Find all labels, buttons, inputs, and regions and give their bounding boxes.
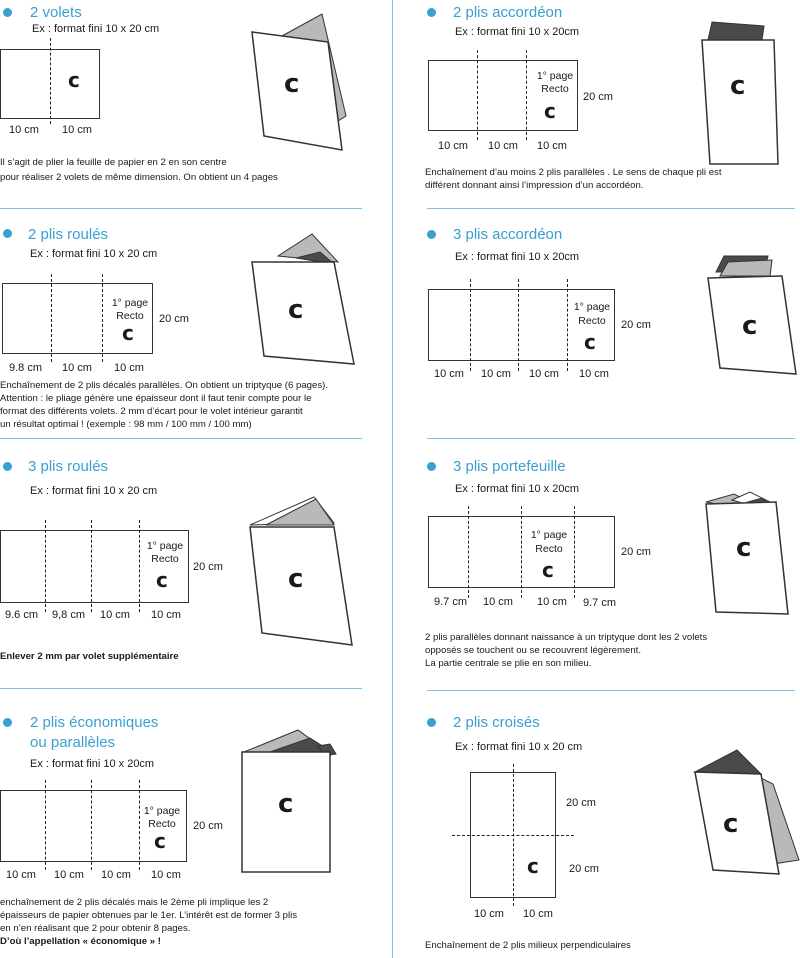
dimension-label: 10 cm [101, 869, 131, 881]
section-title: 2 plis accordéon [453, 4, 563, 21]
dimension-label: 10 cm [488, 140, 518, 152]
recto-label: Recto [151, 553, 179, 565]
dimension-label: 10 cm [100, 609, 130, 621]
bullet-icon [427, 230, 436, 239]
height-label: 20 cm [193, 820, 223, 832]
folded-leaflet-illustration [250, 230, 360, 370]
section-divider [0, 688, 362, 689]
height-label: 20 cm [621, 319, 651, 331]
description-line: Enchaînement de 2 plis décalés parallèles. On obtient un triptyque (6 pages). [0, 380, 328, 391]
fold-line [452, 835, 574, 836]
c-letter: c [122, 321, 134, 345]
bullet-icon [3, 718, 12, 727]
fold-line [45, 520, 46, 612]
dimension-label: 10 cm [151, 609, 181, 621]
dimension-label: 10 cm [537, 596, 567, 608]
page-label: 1° page [146, 540, 184, 552]
fold-line [567, 279, 568, 371]
fold-line [521, 506, 522, 598]
dimension-label: 10 cm [537, 140, 567, 152]
section-divider [0, 438, 362, 439]
description-line: opposés se touchent ou se recouvrent légèrement. [425, 645, 641, 656]
section-title: 3 plis roulés [28, 458, 109, 475]
c-letter: c [730, 71, 746, 101]
dimension-label: 10 cm [481, 368, 511, 380]
description-line: Enlever 2 mm par volet supplémentaire [0, 651, 179, 662]
bullet-icon [427, 8, 436, 17]
description-line: Enchaînement d’au moins 2 plis parallèles . Le sens de chaque pli est [425, 167, 722, 178]
description-line: pour réaliser 2 volets de même dimension. On obtient un 4 pages [0, 172, 278, 183]
c-letter: c [154, 829, 166, 853]
dimension-label: 10 cm [151, 869, 181, 881]
section-title: 2 plis roulés [28, 226, 109, 243]
height-label: 20 cm [566, 797, 596, 809]
folded-leaflet-illustration [693, 748, 800, 878]
section-title-line2: ou parallèles [30, 734, 116, 751]
description-line: format des différents volets. 2 mm d’écart pour le volet intérieur garantit [0, 406, 303, 417]
dimension-label: 9.7 cm [434, 596, 468, 608]
description-line: épaisseurs de papier obtenues par le 1er. L’intérêt est de former 3 plis [0, 910, 298, 921]
folded-leaflet-illustration [706, 250, 798, 375]
page-label: 1° page [573, 301, 611, 313]
section-divider [427, 208, 795, 209]
dimension-label: 9.8 cm [9, 362, 43, 374]
description-line: Il s’agit de plier la feuille de papier en 2 en son centre [0, 157, 227, 168]
dimension-label: 10 cm [579, 368, 609, 380]
format-text: Ex : format fini 10 x 20 cm [455, 741, 583, 753]
description-line: en n’en réalisant que 2 pour obtenir 8 pages. [0, 923, 191, 934]
dimension-label: 10 cm [523, 908, 553, 920]
description-line: Attention : le pliage génère une épaisseur dont il faut tenir compte pour le [0, 393, 312, 404]
bullet-icon [3, 229, 12, 238]
dimension-label: 10 cm [54, 869, 84, 881]
c-letter: c [742, 311, 758, 341]
dimension-label: 10 cm [62, 362, 92, 374]
section-divider [0, 208, 362, 209]
dimension-label: 10 cm [9, 124, 39, 136]
dimension-label: 10 cm [474, 908, 504, 920]
section-divider [427, 690, 795, 691]
height-label: 20 cm [159, 313, 189, 325]
folded-leaflet-illustration [248, 495, 358, 645]
fold-line [50, 38, 51, 124]
recto-label: Recto [148, 818, 176, 830]
dimension-label: 10 cm [114, 362, 144, 374]
fold-line [91, 780, 92, 870]
recto-label: Recto [535, 543, 563, 555]
c-letter: c [288, 295, 304, 325]
bullet-icon [3, 8, 12, 17]
height-label: 20 cm [621, 546, 651, 558]
format-text: Ex : format fini 10 x 20cm [455, 251, 580, 263]
fold-line [91, 520, 92, 612]
fold-line [468, 506, 469, 598]
height-label: 20 cm [583, 91, 613, 103]
fold-line [51, 274, 52, 362]
format-text: Ex : format fini 10 x 20cm [455, 483, 580, 495]
recto-label: Recto [116, 310, 144, 322]
c-letter: c [288, 564, 304, 594]
height-label: 20 cm [193, 561, 223, 573]
c-letter: c [723, 809, 739, 839]
c-letter: c [278, 789, 294, 819]
c-letter: c [68, 68, 80, 92]
fold-line [102, 274, 103, 362]
description-line: Enchaînement de 2 plis milieux perpendiculaires [425, 940, 631, 951]
format-text: Ex : format fini 10 x 20 cm [32, 23, 160, 35]
page-label: 1° page [530, 529, 568, 541]
dimension-label: 10 cm [483, 596, 513, 608]
c-letter: c [527, 854, 539, 878]
bullet-icon [427, 462, 436, 471]
bullet-icon [427, 718, 436, 727]
c-letter: c [284, 69, 300, 99]
format-text: Ex : format fini 10 x 20cm [455, 26, 580, 38]
page-label: 1° page [111, 297, 149, 309]
c-letter: c [584, 330, 596, 354]
c-letter: c [544, 99, 556, 123]
fold-line [139, 520, 140, 612]
description-line: La partie centrale se plie en son milieu. [425, 658, 592, 669]
folded-leaflet-illustration [704, 488, 796, 618]
c-letter: c [156, 568, 168, 592]
format-text: Ex : format fini 10 x 20 cm [30, 248, 158, 260]
description-line: différent donnant ainsi l’impression d’un accordéon. [425, 180, 644, 191]
description-line: un résultat optimal ! (exemple : 98 mm / 100 mm / 100 mm) [0, 419, 252, 430]
format-text: Ex : format fini 10 x 20 cm [30, 485, 158, 497]
description-line-bold: D’où l’appellation « économique » ! [0, 936, 161, 947]
section-title: 2 volets [30, 4, 82, 21]
folded-leaflet-illustration [250, 12, 360, 152]
column-divider [392, 0, 393, 958]
recto-label: Recto [578, 315, 606, 327]
fold-line [526, 50, 527, 140]
fold-line [574, 506, 575, 598]
page-label: 1° page [143, 805, 181, 817]
dimension-label: 9,8 cm [52, 609, 86, 621]
folded-leaflet-illustration [240, 726, 352, 874]
section-title: 2 plis économiques [30, 714, 159, 731]
fold-line [470, 279, 471, 371]
fold-line [518, 279, 519, 371]
bullet-icon [3, 462, 12, 471]
dimension-label: 10 cm [434, 368, 464, 380]
format-text: Ex : format fini 10 x 20cm [30, 758, 155, 770]
section-title: 3 plis accordéon [453, 226, 563, 243]
dimension-label: 10 cm [529, 368, 559, 380]
c-letter: c [542, 558, 554, 582]
section-divider [427, 438, 795, 439]
description-line: enchaînement de 2 plis décalés mais le 2ème pli implique les 2 [0, 897, 269, 908]
page-label: 1° page [536, 70, 574, 82]
recto-label: Recto [541, 83, 569, 95]
c-letter: c [736, 533, 752, 563]
folded-leaflet-illustration [700, 18, 790, 168]
fold-line [45, 780, 46, 870]
dimension-label: 9.6 cm [5, 609, 39, 621]
section-title: 3 plis portefeuille [453, 458, 566, 475]
height-label: 20 cm [569, 863, 599, 875]
section-title: 2 plis croisés [453, 714, 540, 731]
fold-line [477, 50, 478, 140]
dimension-label: 9.7 cm [583, 597, 617, 609]
dimension-label: 10 cm [6, 869, 36, 881]
description-line: 2 plis parallèles donnant naissance à un triptyque dont les 2 volets [425, 632, 708, 643]
dimension-label: 10 cm [438, 140, 468, 152]
dimension-label: 10 cm [62, 124, 92, 136]
